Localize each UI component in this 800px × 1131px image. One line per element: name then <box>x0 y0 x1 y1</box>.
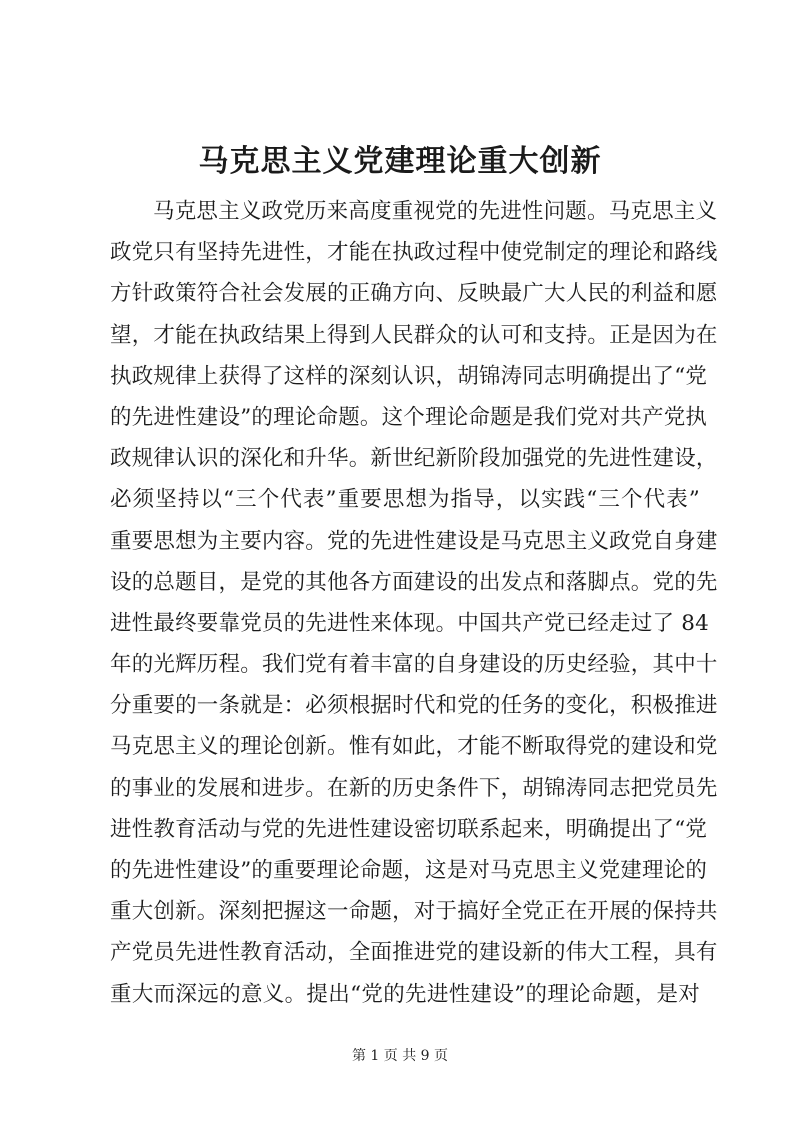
body-line: 重要思想为主要内容。党的先进性建设是马克思主义政党自身建 <box>110 528 718 554</box>
body-line: 年的光辉历程。我们党有着丰富的自身建设的历史经验，其中十 <box>110 652 718 678</box>
body-line: 设的总题目，是党的其他各方面建设的出发点和落脚点。党的先 <box>110 569 718 595</box>
body-line: 重大创新。深刻把握这一命题，对于搞好全党正在开展的保持共 <box>110 899 718 925</box>
body-line: 马克思主义的理论创新。惟有如此，才能不断取得党的建设和党 <box>110 734 718 760</box>
body-line: 望，才能在执政结果上得到人民群众的认可和支持。正是因为在 <box>110 322 718 348</box>
body-line: 政规律认识的深化和升华。新世纪新阶段加强党的先进性建设， <box>110 446 718 472</box>
body-line: 的先进性建设”的理论命题。这个理论命题是我们党对共产党执 <box>110 404 708 430</box>
body-line: 的先进性建设”的重要理论命题，这是对马克思主义党建理论的 <box>110 858 708 883</box>
document-title: 马克思主义党建理论重大创新 <box>198 144 602 179</box>
body-line: 必须坚持以“三个代表”重要思想为指导，以实践“三个代表” <box>110 487 700 513</box>
body-line: 的事业的发展和进步。在新的历史条件下，胡锦涛同志把党员先 <box>110 775 718 801</box>
document-body <box>110 191 718 1015</box>
body-line: 重大而深远的意义。提出“党的先进性建设”的理论命题，是对 <box>110 981 700 1007</box>
body-line: 产党员先进性教育活动，全面推进党的建设新的伟大工程，具有 <box>110 940 718 966</box>
body-line: 进性教育活动与党的先进性建设密切联系起来，明确提出了“党 <box>110 816 708 842</box>
body-line: 政党只有坚持先进性，才能在执政过程中使党制定的理论和路线 <box>110 240 718 266</box>
body-line: 分重要的一条就是：必须根据时代和党的任务的变化，积极推进 <box>110 693 718 719</box>
page-indicator: 第 1 页 共 9 页 <box>351 1048 449 1064</box>
body-line: 进性最终要靠党员的先进性来体现。中国共产党已经走过了 84 <box>110 610 709 636</box>
body-line: 执政规律上获得了这样的深刻认识，胡锦涛同志明确提出了“党 <box>110 363 708 389</box>
body-line: 马克思主义政党历来高度重视党的先进性问题。马克思主义 <box>153 199 718 224</box>
body-line: 方针政策符合社会发展的正确方向、反映最广大人民的利益和愿 <box>110 281 718 307</box>
